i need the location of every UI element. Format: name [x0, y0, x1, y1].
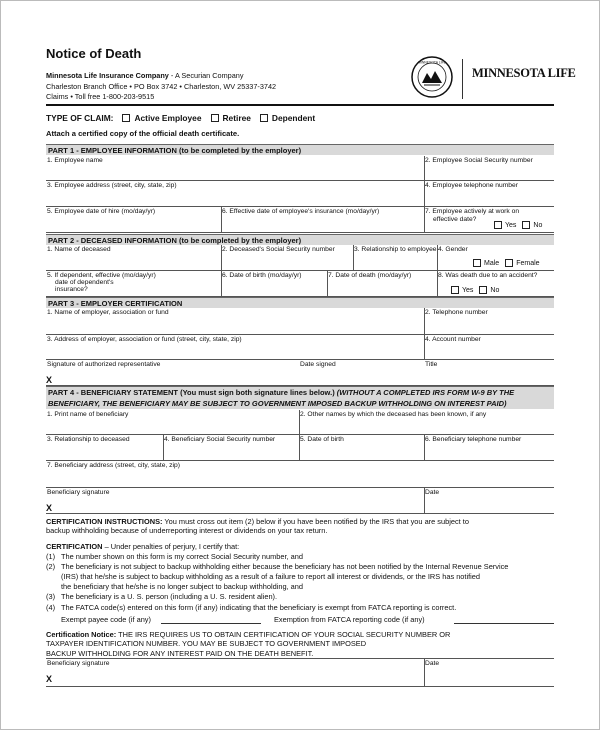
final-signature-field[interactable]: Beneficiary signature — [46, 659, 424, 687]
logo-divider — [462, 59, 463, 99]
signature-x: X — [46, 674, 53, 684]
form-title: Notice of Death — [46, 46, 142, 61]
beneficiary-ssn-field[interactable]: 4. Beneficiary Social Security number — [163, 435, 299, 461]
active-yes-no — [494, 221, 542, 229]
date-signed-field[interactable]: Date signed — [299, 360, 424, 386]
company-phone: Claims • Toll free 1-800-203-9515 — [46, 92, 155, 101]
exempt-fatca-label: Exemption from FATCA reporting code (if any) — [274, 615, 425, 624]
gender-options — [473, 259, 540, 267]
notice-text-3: BACKUP WITHHOLDING FOR ANY INTEREST PAID ON THE DEATH BENEFIT. — [46, 648, 314, 658]
part2-header: PART 2 - DECEASED INFORMATION (to be completed by the employer) — [46, 234, 554, 245]
instructions-label: CERTIFICATION INSTRUCTIONS: — [46, 517, 163, 526]
relationship-to-deceased-field[interactable]: 3. Relationship to deceased — [46, 435, 163, 461]
employer-phone-field[interactable]: 2. Telephone number — [424, 308, 554, 335]
company-block — [46, 71, 276, 103]
instructions-text-2: backup withholding because of underreporting interest or dividends on your tax return. — [46, 526, 328, 536]
part1-header: PART 1 - EMPLOYEE INFORMATION (to be completed by the employer) — [46, 144, 554, 155]
exempt-fatca-input[interactable] — [454, 623, 554, 624]
relationship-field[interactable]: 3. Relationship to employee — [353, 245, 437, 271]
employee-hire-date-field[interactable]: 5. Employee date of hire (mo/day/yr) — [46, 207, 221, 233]
employee-address-field[interactable]: 3. Employee address (street, city, state, zip) — [46, 181, 424, 207]
employee-phone-field[interactable]: 4. Employee telephone number — [424, 181, 554, 207]
yes-label: Yes — [462, 286, 474, 294]
male-label: Male — [484, 259, 500, 267]
certification-notice — [46, 630, 556, 658]
field-label: date of dependent's — [55, 278, 114, 286]
company-suffix: - A Securian Company — [168, 71, 244, 80]
accident-yes-no — [451, 286, 499, 294]
employer-signature-field[interactable]: Signature of authorized representative — [46, 360, 299, 386]
part4-warning: (WITHOUT A COMPLETED IRS FORM W-9 BY THE — [336, 388, 515, 397]
notice-text-2: TAXPAYER IDENTIFICATION NUMBER. YOU MAY BE SUBJECT TO GOVERNMENT IMPOSED — [46, 639, 367, 649]
signature-x: X — [46, 503, 53, 513]
beneficiary-date-field[interactable]: Date — [424, 488, 554, 514]
checkbox[interactable] — [211, 114, 219, 122]
no-label: No — [533, 221, 543, 229]
beneficiary-signature-field[interactable]: Beneficiary signature — [46, 488, 424, 514]
employee-name-field[interactable]: 1. Employee name — [46, 156, 424, 181]
notice-label: Certification Notice: — [46, 630, 117, 639]
deceased-dob-field[interactable]: 6. Date of birth (mo/day/yr) — [221, 271, 327, 297]
beneficiary-phone-field[interactable]: 6. Beneficiary telephone number — [424, 435, 554, 461]
field-label: insurance? — [55, 285, 88, 293]
gender-field: 4. Gender — [437, 245, 554, 271]
certification-item: The number shown on this form is my correct Social Security number, and — [61, 552, 303, 561]
attach-note: Attach a certified copy of the official death certificate. — [46, 129, 240, 138]
male-checkbox[interactable] — [473, 259, 481, 267]
certification-item: The beneficiary is not subject to backup withholding either because the beneficiary has not been notified by the Internal Revenue Service — [61, 562, 509, 571]
no-label: No — [490, 286, 500, 294]
certification-item: the beneficiary that he/she is no longer subject to backup withholding, and — [61, 582, 303, 591]
instructions-text: You must cross out item (2) below if you have been notified by the IRS that you are subject to — [162, 517, 469, 526]
claim-type-label: TYPE OF CLAIM: — [46, 113, 114, 123]
checkbox[interactable] — [260, 114, 268, 122]
no-checkbox[interactable] — [522, 221, 530, 229]
signature-x: X — [46, 375, 53, 385]
employee-active-field — [424, 207, 554, 233]
checkbox[interactable] — [122, 114, 130, 122]
exempt-payee-input[interactable] — [161, 623, 261, 624]
item-number: (3) — [46, 592, 56, 601]
female-label: Female — [516, 259, 540, 267]
title-field[interactable]: Title — [424, 360, 554, 386]
certification-item: The beneficiary is a U. S. person (including a U. S. resident alien). — [61, 592, 278, 601]
claim-type-row — [46, 113, 315, 123]
employee-insurance-date-field[interactable]: 6. Effective date of employee's insurance (mo/day/yr) — [221, 207, 424, 233]
employee-ssn-field[interactable]: 2. Employee Social Security number — [424, 156, 554, 181]
other-names-field[interactable]: 2. Other names by which the deceased has been known, if any — [299, 410, 554, 435]
no-checkbox[interactable] — [479, 286, 487, 294]
certification-item: (IRS) that he/she is subject to backup withholding as a result of a failure to report all interest or dividends, or the IRS has notified — [61, 572, 481, 581]
yes-checkbox[interactable] — [494, 221, 502, 229]
dependent-insurance-date-field[interactable] — [46, 271, 221, 297]
certification-instructions — [46, 517, 556, 536]
accident-field: 8. Was death due to an accident? — [437, 271, 554, 297]
certification-item: The FATCA code(s) entered on this form (if any) indicating that the beneficiary is exempt from FATCA reporting is correct. — [61, 603, 457, 612]
item-number: (4) — [46, 603, 56, 612]
exempt-payee-label: Exempt payee code (if any) — [61, 615, 151, 624]
certification-statement — [46, 542, 556, 551]
seal-text: MINNESOTA LIFE — [418, 60, 446, 65]
part4-warning-2: BENEFICIARY, THE BENEFICIARY MAY BE SUBJECT TO GOVERNMENT IMPOSED BACKUP WITHHOLDING ON INTEREST PAID) — [48, 398, 507, 408]
part4-header — [46, 386, 554, 409]
claim-option-retiree[interactable]: Retiree — [211, 113, 251, 123]
header-rule — [46, 104, 554, 106]
claim-option-dependent[interactable]: Dependent — [260, 113, 315, 123]
account-number-field[interactable]: 4. Account number — [424, 335, 554, 360]
part4-title: PART 4 - BENEFICIARY STATEMENT — [48, 388, 179, 397]
field-label: effective date? — [433, 215, 477, 223]
employer-address-field[interactable]: 3. Address of employer, association or fund (street, city, state, zip) — [46, 335, 424, 360]
company-address: Charleston Branch Office • PO Box 3742 • Charleston, WV 25337-3742 — [46, 81, 277, 91]
deceased-ssn-field[interactable]: 2. Deceased's Social Security number — [221, 245, 353, 271]
yes-checkbox[interactable] — [451, 286, 459, 294]
claim-option-active[interactable]: Active Employee — [122, 113, 201, 123]
part3-header: PART 3 - EMPLOYER CERTIFICATION — [46, 297, 554, 308]
company-logo: MINNESOTA LIFE — [472, 66, 576, 80]
beneficiary-address-field[interactable]: 7. Beneficiary address (street, city, state, zip) — [46, 461, 554, 488]
final-date-field[interactable]: Date — [424, 659, 554, 687]
yes-label: Yes — [505, 221, 517, 229]
part4-subtitle: (You must sign both signature lines below.) — [178, 388, 337, 397]
field-label: 5. If dependent, effective (mo/day/yr) — [47, 272, 156, 279]
item-number: (2) — [46, 562, 56, 571]
company-name: Minnesota Life Insurance Company — [46, 71, 169, 80]
item-number: (1) — [46, 552, 56, 561]
date-of-death-field[interactable]: 7. Date of death (mo/day/yr) — [327, 271, 437, 297]
seal-icon — [411, 56, 453, 98]
employer-name-field[interactable]: 1. Name of employer, association or fund — [46, 308, 424, 335]
certification-text: – Under penalties of perjury, I certify that: — [102, 542, 240, 551]
certification-label: CERTIFICATION — [46, 542, 103, 551]
notice-text: THE IRS REQUIRES US TO OBTAIN CERTIFICATION OF YOUR SOCIAL SECURITY NUMBER OR — [116, 630, 451, 639]
deceased-name-field[interactable]: 1. Name of deceased — [46, 245, 221, 271]
beneficiary-name-field[interactable]: 1. Print name of beneficiary — [46, 410, 299, 435]
beneficiary-dob-field[interactable]: 5. Date of birth — [299, 435, 424, 461]
field-label: 7. Employee actively at work on — [425, 208, 520, 215]
female-checkbox[interactable] — [505, 259, 513, 267]
